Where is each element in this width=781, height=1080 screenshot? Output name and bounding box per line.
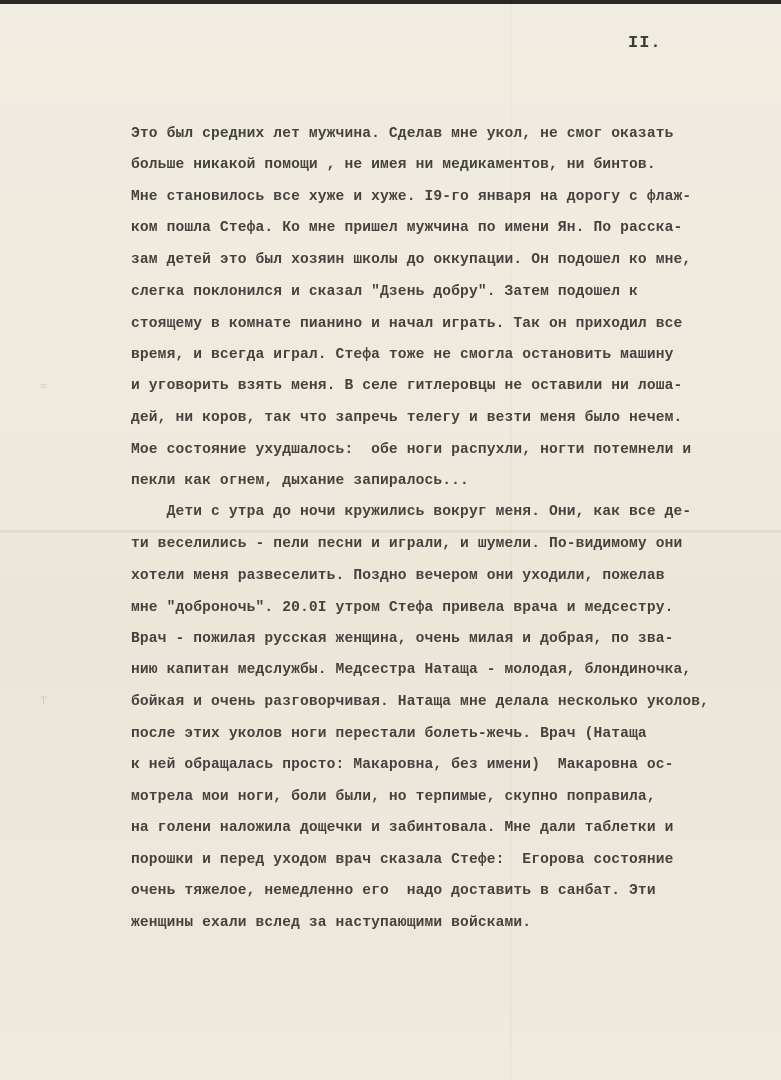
paper-fold-line	[0, 530, 781, 533]
text-line: Мое состояние ухудшалось: обе ноги распухли, ногти потемнели и	[131, 440, 692, 458]
text-line: больше никакой помощи , не имея ни медикаментов, ни бинтов.	[131, 155, 656, 173]
text-line: Мне становилось все хуже и хуже. I9-го января на дорогу с флаж-	[131, 187, 692, 205]
text-line: после этих уколов ноги перестали болеть-жечь. Врач (Натаща	[131, 724, 647, 742]
text-line: стоящему в комнате пианино и начал играть. Так он приходил все	[131, 314, 683, 332]
text-line: мотрела мои ноги, боли были, но терпимые, скупно поправила,	[131, 787, 656, 805]
text-line: Это был средних лет мужчина. Сделав мне укол, не смог оказать	[131, 124, 674, 142]
page-number: II.	[628, 34, 662, 53]
margin-staple-mark: ⊤	[40, 694, 48, 708]
text-line: и уговорить взять меня. В селе гитлеровцы не оставили ни лоша-	[131, 376, 683, 394]
text-line: зам детей это был хозяин школы до оккупации. Он подошел ко мне,	[131, 250, 692, 268]
text-line: на голени наложила дощечки и забинтовала. Мне дали таблетки и	[131, 818, 674, 836]
text-line: мне "доброночь". 20.0I утром Стефа привела врача и медсестру.	[131, 598, 674, 616]
text-line: женщины ехали вслед за наступающими войсками.	[131, 913, 532, 931]
text-line: Дети с утра до ночи кружились вокруг меня. Они, как все де-	[131, 502, 692, 520]
text-line: слегка поклонился и сказал "Дзень добру". Затем подошел к	[131, 282, 638, 300]
text-line: дей, ни коров, так что запречь телегу и везти меня было нечем.	[131, 408, 683, 426]
text-line: очень тяжелое, немедленно его надо доставить в санбат. Эти	[131, 881, 656, 899]
text-line: ком пошла Стефа. Ко мне пришел мужчина по имени Ян. По расска-	[131, 218, 683, 236]
text-line: пекли как огнем, дыхание запиралось...	[131, 471, 469, 489]
scan-edge	[0, 0, 781, 4]
text-line: Врач - пожилая русская женщина, очень милая и добрая, по зва-	[131, 629, 674, 647]
text-line: время, и всегда играл. Стефа тоже не смогла остановить машину	[131, 345, 674, 363]
text-line: нию капитан медслужбы. Медсестра Натаща - молодая, блондиночка,	[131, 660, 692, 678]
text-line: хотели меня развеселить. Поздно вечером они уходили, пожелав	[131, 566, 665, 584]
text-line: бойкая и очень разговорчивая. Натаща мне делала несколько уколов,	[131, 692, 710, 710]
text-line: порошки и перед уходом врач сказала Стефе: Егорова состояние	[131, 850, 674, 868]
text-line: к ней обращалась просто: Макаровна, без имени) Макаровна ос-	[131, 755, 674, 773]
text-line: ти веселились - пели песни и играли, и шумели. По-видимому они	[131, 534, 683, 552]
margin-smudge-mark: ≈	[40, 380, 48, 394]
